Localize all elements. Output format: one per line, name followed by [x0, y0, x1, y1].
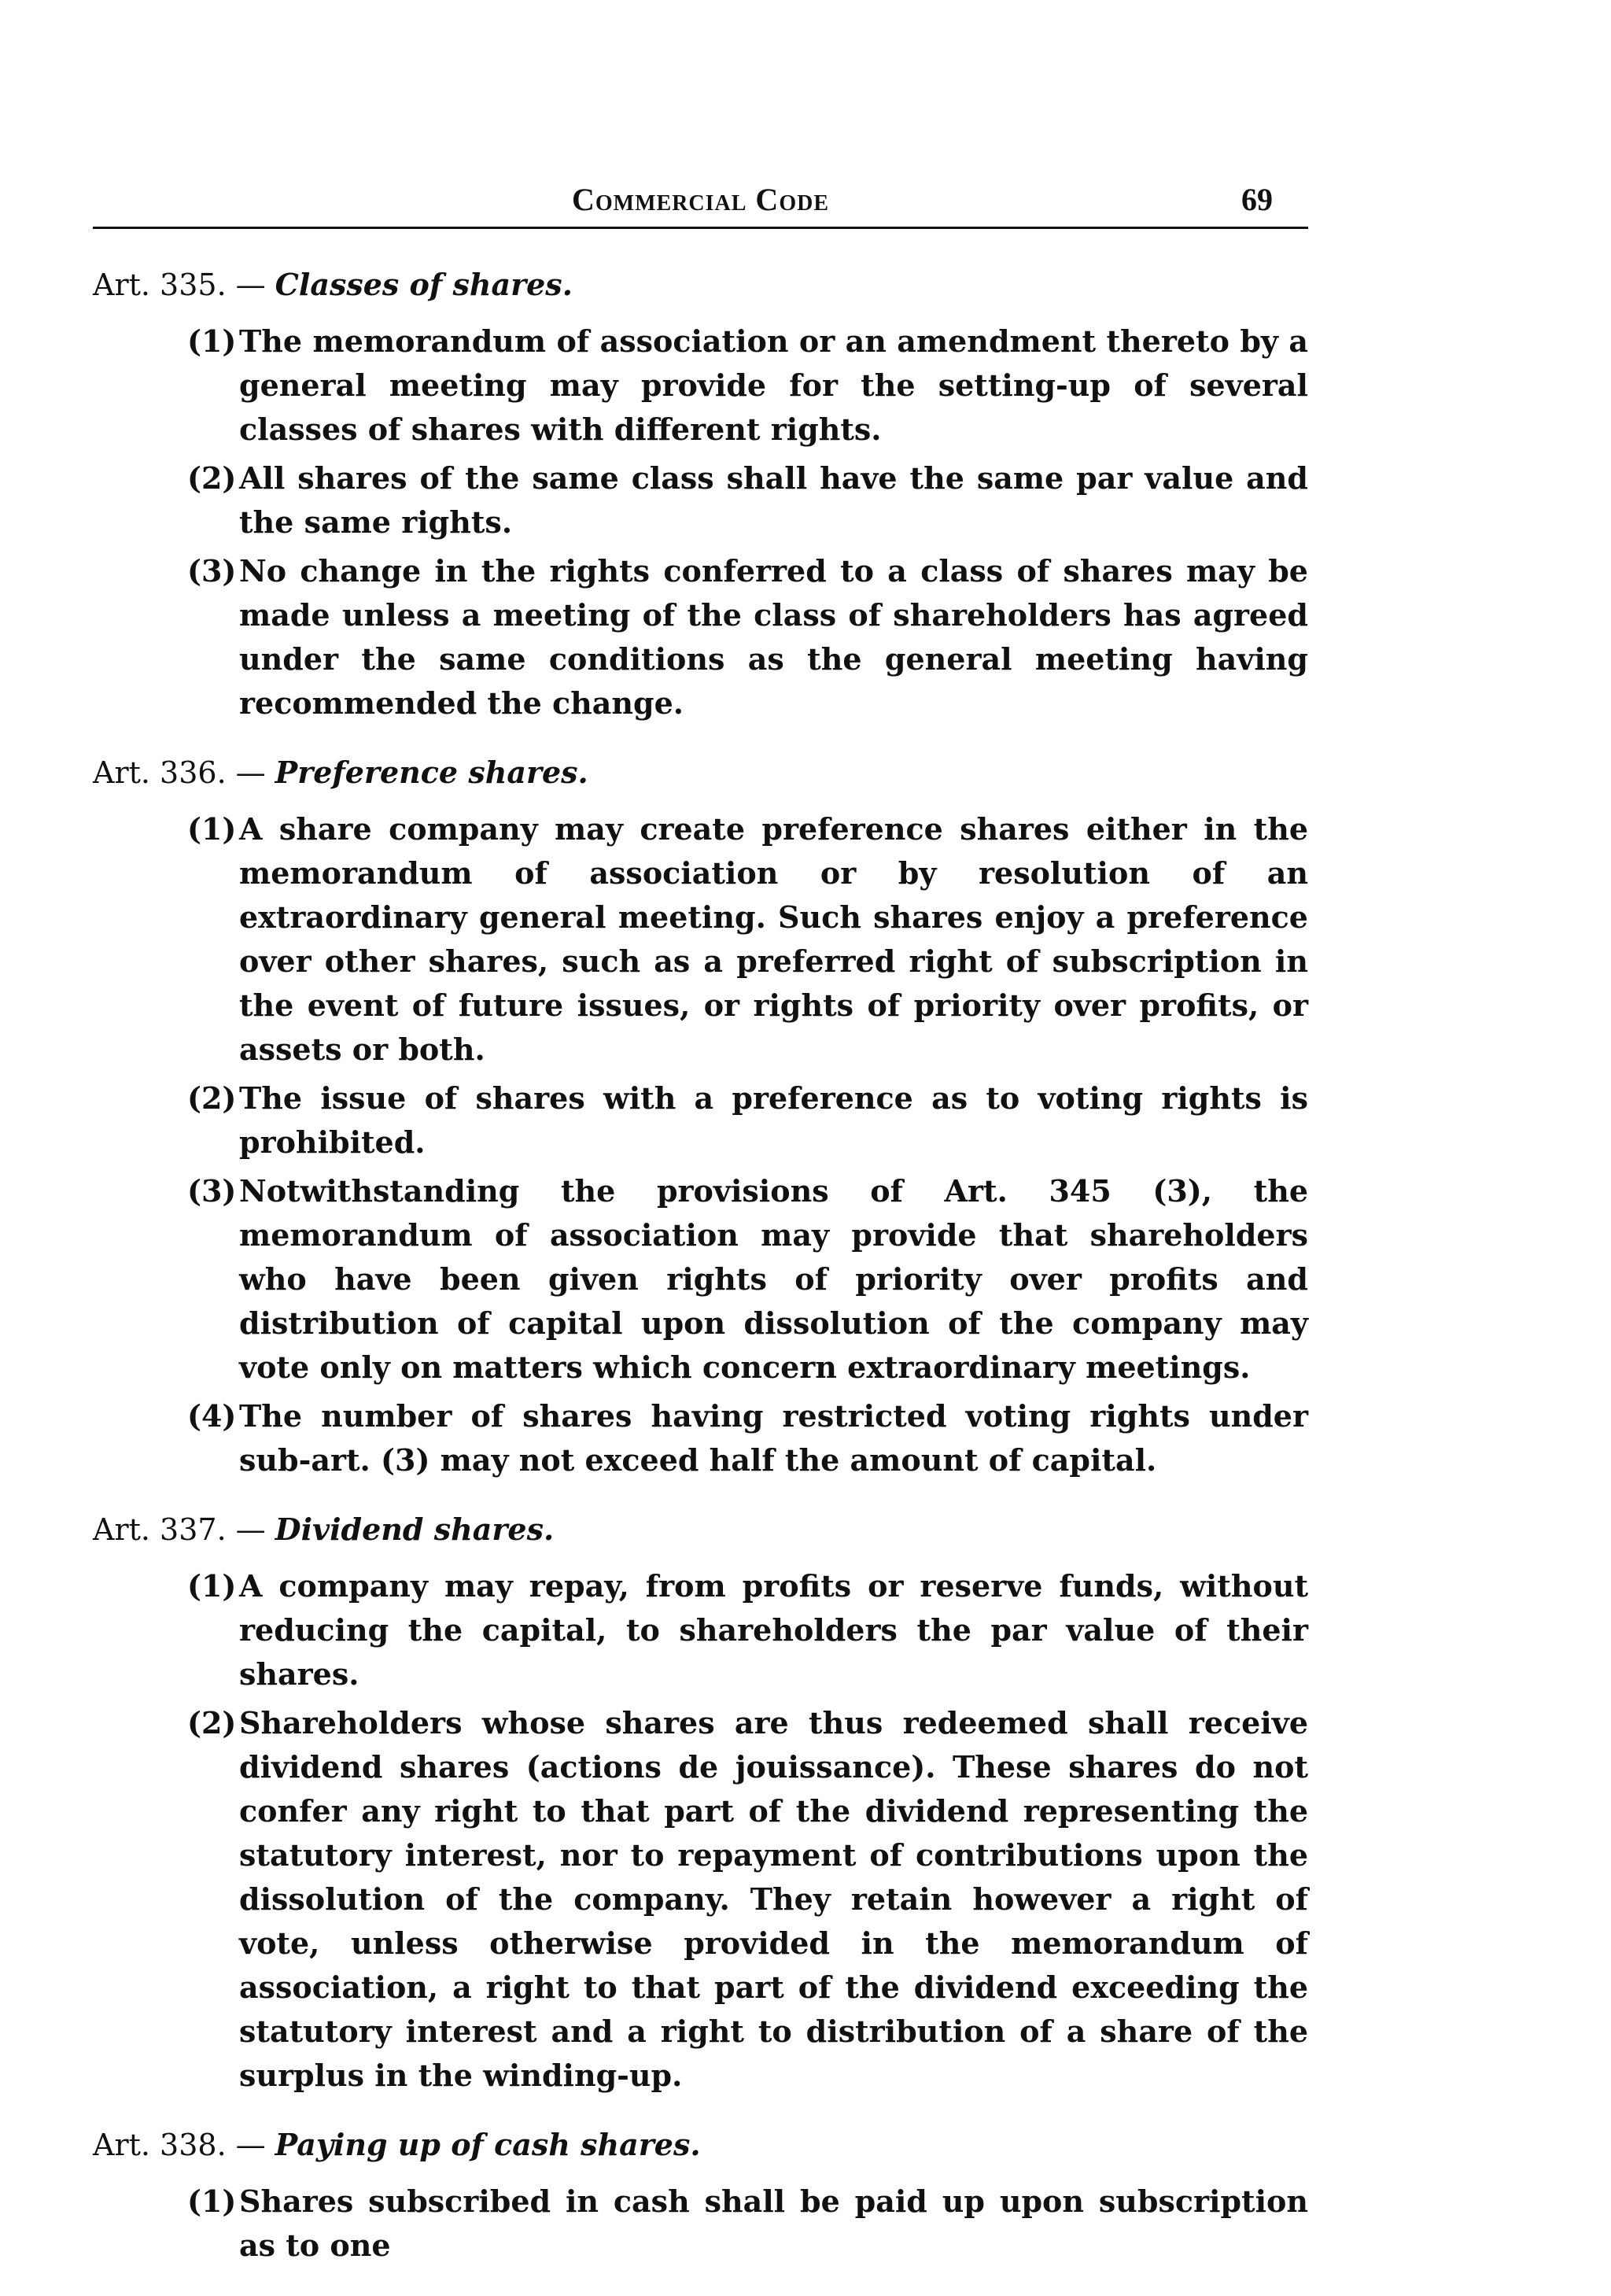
- running-head-title: Commercial Code: [572, 182, 829, 217]
- article-335: [93, 266, 1308, 725]
- paragraph-text: The issue of shares with a preference as to voting rights is prohibited.: [239, 1080, 1308, 1160]
- paragraph-text: The memorandum of association or an amendment thereto by a general meeting may provide for the setting-up of several classes of shares with different rights.: [239, 323, 1308, 447]
- article-dash: —: [235, 268, 266, 302]
- paragraph-text: A company may repay, from profits or reserve funds, without reducing the capital, to shareholders the par value of their shares.: [239, 1568, 1308, 1692]
- paragraph: [93, 2180, 1308, 2268]
- article-dash: —: [235, 2128, 266, 2162]
- paragraph-text: The number of shares having restricted voting rights under sub-art. (3) may not exceed half the amount of capital.: [239, 1398, 1308, 1478]
- paragraph-text: Shareholders whose shares are thus redeemed shall receive dividend shares (actions de jouissance). These shares do not confer any right to that part of the dividend representing the statutory interest, nor to repayment of contributions upon the dissolution of the company. They retain however a right of vote, unless otherwise provided in the memorandum of association, a right to that part of the dividend exceeding the statutory interest and a right to distribution of a share of the surplus in the winding-up.: [239, 1705, 1308, 2093]
- paragraph-number: (1): [187, 1568, 237, 1604]
- paragraph: [93, 319, 1308, 452]
- paragraph: [93, 549, 1308, 725]
- article-number: Art. 338.: [93, 2128, 227, 2162]
- article-dash: —: [235, 1512, 266, 1547]
- article-dash: —: [235, 755, 266, 790]
- article-heading: [93, 754, 1308, 792]
- content: [93, 266, 1308, 2268]
- article-336: [93, 754, 1308, 1482]
- page-number: 69: [1241, 182, 1273, 217]
- article-title: Paying up of cash shares.: [275, 2127, 701, 2162]
- article-title: Preference shares.: [275, 755, 588, 790]
- paragraph-number: (1): [187, 323, 237, 359]
- running-head: [93, 179, 1308, 229]
- article-heading: [93, 1511, 1308, 1549]
- paragraph-number: (1): [187, 2183, 237, 2219]
- paragraph: [93, 1564, 1308, 1696]
- article-number: Art. 337.: [93, 1512, 227, 1547]
- paragraph: [93, 1394, 1308, 1482]
- paragraph-number: (2): [187, 1080, 237, 1116]
- article-heading: [93, 266, 1308, 304]
- paragraph-text: A share company may create preference shares either in the memorandum of association or by resolution of an extraordinary general meeting. Such shares enjoy a preference over other shares, such as a preferred right of subscription in the event of future issues, or rights of priority over profits, or assets or both.: [239, 811, 1308, 1067]
- paragraph-text: No change in the rights conferred to a class of shares may be made unless a meeting of the class of shareholders has agreed under the same conditions as the general meeting having recommended the change.: [239, 553, 1308, 721]
- paragraph-number: (3): [187, 553, 237, 589]
- page: [93, 179, 1308, 2296]
- article-number: Art. 336.: [93, 755, 227, 790]
- paragraph: [93, 807, 1308, 1072]
- paragraph: [93, 1701, 1308, 2098]
- paragraph-number: (4): [187, 1398, 237, 1434]
- paragraph-text: Shares subscribed in cash shall be paid up upon subscription as to one: [239, 2183, 1308, 2263]
- paragraph-number: (3): [187, 1173, 237, 1209]
- article-number: Art. 335.: [93, 268, 227, 302]
- article-title: Classes of shares.: [275, 267, 573, 302]
- paragraph-number: (2): [187, 460, 237, 496]
- paragraph-text: Notwithstanding the provisions of Art. 345 (3), the memorandum of association may provide that shareholders who have been given rights of priority over profits and distribution of capital upon dissolution of the company may vote only on matters which concern extraordinary meetings.: [239, 1173, 1308, 1385]
- paragraph-number: (2): [187, 1705, 237, 1740]
- article-338: [93, 2126, 1308, 2268]
- article-heading: [93, 2126, 1308, 2164]
- paragraph: [93, 1076, 1308, 1165]
- paragraph: [93, 1169, 1308, 1390]
- paragraph-text: All shares of the same class shall have the same par value and the same rights.: [239, 460, 1308, 540]
- paragraph-number: (1): [187, 811, 237, 847]
- article-title: Dividend shares.: [275, 1512, 555, 1547]
- article-337: [93, 1511, 1308, 2098]
- paragraph: [93, 456, 1308, 544]
